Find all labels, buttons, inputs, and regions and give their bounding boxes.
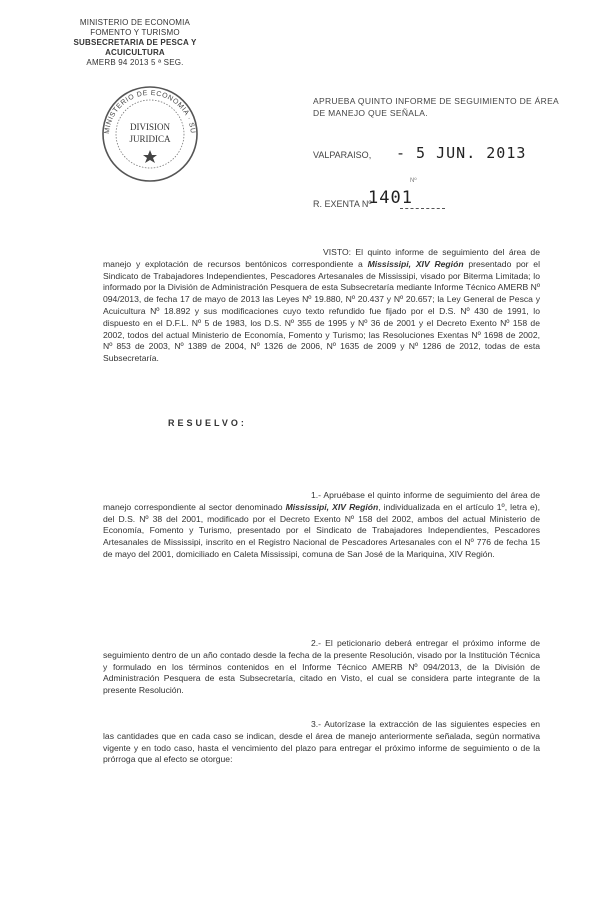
resolution-underline xyxy=(400,208,445,209)
division-juridica-seal xyxy=(95,84,205,184)
place-label: VALPARAISO, xyxy=(313,150,372,160)
seal-outer-text: MINISTERIO DE ECONOMIA · SU xyxy=(103,89,197,135)
ministry-header xyxy=(55,18,215,68)
item-2-paragraph xyxy=(103,638,540,697)
visto-lead: VISTO: El quinto informe de seguimiento del área de manejo y explotación de recursos bentónicos correspondiente a xyxy=(103,247,540,269)
seal-center-line2: JURIDICA xyxy=(129,134,171,144)
document-subject: APRUEBA QUINTO INFORME DE SEGUIMIENTO DE ÁREA DE MANEJO QUE SEÑALA. xyxy=(313,96,559,118)
resuelvo-heading: RESUELVO: xyxy=(168,418,247,428)
star-icon xyxy=(143,150,157,163)
item-1-rest: , individualizada en el artículo 1º, letra e), del D.S. Nº 38 del 2001, modificado por el Decreto Exento Nº 158 del 2002, ambos del actual Ministerio de Economía, Fomento y Turismo, presentado por el Sindicato de Trabajadores Independientes, Pescadores Artesanales de Mississipi, inscrito en el Registro Nacional de Pescadores Artesanales con el Nº 776 de fecha 15 de mayo del 2001, domiciliado en Caleta Mississipi, comuna de San José de la Mariquina, XIV Región. xyxy=(103,501,540,559)
resolution-number: 1401 xyxy=(368,188,413,208)
header-line-fomento: FOMENTO Y TURISMO xyxy=(90,28,180,37)
visto-paragraph xyxy=(103,247,540,365)
item-3-text: 3.- Autorízase la extracción de las siguientes especies en las cantidades que en cada caso se indican, desde el área de manejo anteriormente señalada, según normativa vigente y en todo caso, hasta el vencimiento del plazo para entregar el próximo informe de seguimiento o de la prórroga que al efecto se otorgue: xyxy=(103,719,540,765)
item-3-paragraph xyxy=(103,719,540,766)
small-number-mark: Nº xyxy=(410,178,417,184)
item-1-paragraph xyxy=(103,490,540,561)
seal-center-line1: DIVISION xyxy=(130,122,170,132)
resolution-label: R. EXENTA Nº xyxy=(313,199,372,209)
visto-rest: presentado por el Sindicato de Trabajadores Independientes, Pescadores Artesanales de Mississipi, visado por Biterma Limitada; lo informado por la División de Administración Pesquera de esta Subsecretaría mediante Informe Técnico AMERB Nº 094/2013, de fecha 17 de mayo de 2013 las Leyes Nº 19.880, Nº 20.437 y Nº 20.657; la Ley General de Pesca y Acuicultura Nº 18.892 y sus modificaciones cuyo texto refundido fue fijado por el D.S. Nº 430 de 1991, lo dispuesto en el D.F.L. Nº 5 de 1983, los D.S. Nº 355 de 1995 y Nº 36 de 2001 y el Decreto Exento Nº 158 de 2002, todos del actual Ministerio de Economía, Fomento y Turismo; las Resoluciones Exentas Nº 1698 de 2002, Nº 853 de 2003, Nº 1389 de 2004, Nº 1326 de 2006, Nº 1635 de 2009 y Nº 1286 de 2012, todas de esta Subsecretaría. xyxy=(103,258,540,364)
item-1-sector: Mississipi, XIV Región xyxy=(285,501,379,512)
visto-sector: Mississipi, XIV Región xyxy=(367,258,464,269)
seal-graphic xyxy=(95,84,205,184)
header-line-amerb: AMERB 94 2013 5 ª SEG. xyxy=(86,58,184,67)
header-line-ministry: MINISTERIO DE ECONOMIA xyxy=(79,18,191,27)
item-1-lead: 1.- Apruébase el quinto informe de seguimiento del área de manejo correspondiente al sector denominado xyxy=(103,490,540,512)
item-2-text: 2.- El peticionario deberá entregar el próximo informe de seguimiento dentro de un año contado desde la fecha de la presente Resolución, visado por la Institución Técnica y formulado en los términos contenidos en el Informe Técnico AMERB Nº 094/2013, de la División de Administración Pesquera de esta Subsecretaría, citado en Visto, el cual se considera parte integrante de la presente Resolución. xyxy=(103,638,540,696)
date-stamp: - 5 JUN. 2013 xyxy=(396,144,527,162)
header-line-subsecretaria: SUBSECRETARIA DE PESCA Y ACUICULTURA xyxy=(73,38,197,57)
